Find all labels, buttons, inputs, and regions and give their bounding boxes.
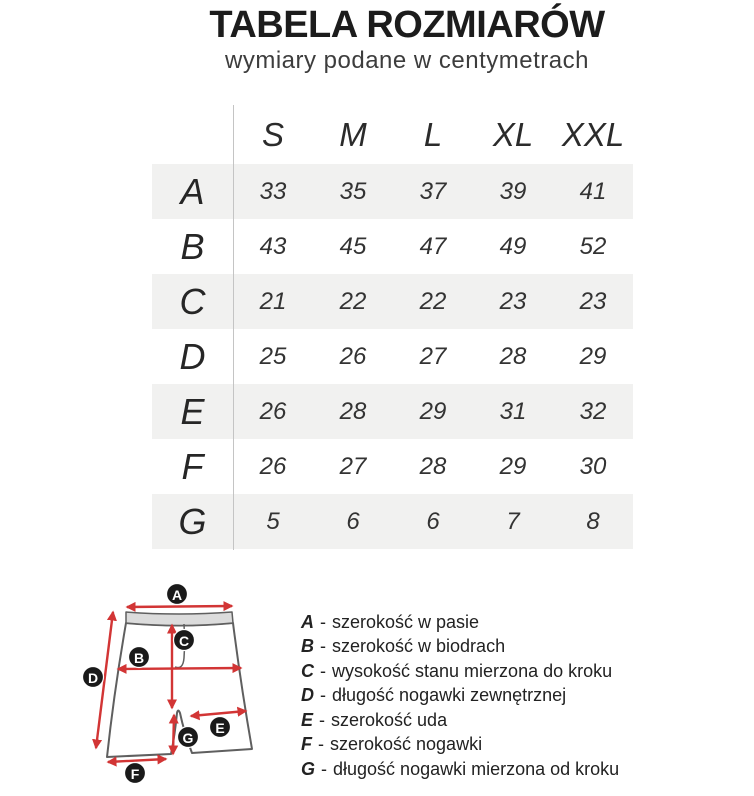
size-value: 6 <box>426 507 440 535</box>
size-value: 22 <box>339 287 367 315</box>
size-value: 45 <box>339 232 367 260</box>
size-value: 49 <box>499 232 527 260</box>
shorts-diagram <box>80 582 270 796</box>
size-table <box>152 105 633 549</box>
measurement-arrow-b <box>118 668 241 669</box>
size-value: 6 <box>346 507 360 535</box>
measurement-badge-g <box>178 727 199 748</box>
measurement-badge-f <box>125 763 146 784</box>
measurement-badge-c <box>174 630 195 651</box>
column-header-s: S <box>261 115 284 153</box>
legend-letter: G <box>301 758 316 779</box>
size-value: 25 <box>259 342 287 370</box>
size-value: 7 <box>506 507 520 535</box>
badge-letter: A <box>171 586 183 603</box>
legend-description: szerokość nogawki <box>330 734 483 755</box>
row-label: B <box>180 225 205 267</box>
measurement-badge-b <box>129 647 150 668</box>
size-value: 23 <box>579 287 607 315</box>
page-title: TABELA ROZMIARÓW <box>209 4 605 46</box>
legend-letter: C <box>301 660 314 681</box>
legend-item-e <box>301 708 741 733</box>
size-value: 33 <box>259 177 287 205</box>
size-value: 27 <box>339 452 367 480</box>
size-value: 28 <box>339 397 367 425</box>
legend-description: szerokość w biodrach <box>332 636 506 657</box>
size-value: 43 <box>259 232 287 260</box>
legend-item-g <box>301 757 741 782</box>
size-value: 31 <box>499 397 527 425</box>
size-value: 52 <box>579 232 607 260</box>
legend-item-a <box>301 610 741 635</box>
size-value: 41 <box>579 177 607 205</box>
row-label: C <box>179 280 206 322</box>
legend-letter: F <box>301 734 312 755</box>
badge-letter: F <box>130 765 140 782</box>
measurement-arrow-a <box>127 606 232 607</box>
row-label: E <box>180 390 205 432</box>
size-value: 30 <box>579 452 607 480</box>
badge-letter: D <box>87 669 99 686</box>
table-divider-line <box>233 105 234 550</box>
size-value: 29 <box>419 397 447 425</box>
table-row-b <box>152 219 633 274</box>
legend-separator: - <box>320 660 326 681</box>
size-value: 23 <box>499 287 527 315</box>
row-label: A <box>180 170 205 212</box>
page-header <box>0 6 754 75</box>
badge-letter: C <box>178 632 190 649</box>
legend-description: wysokość stanu mierzona do kroku <box>332 660 613 681</box>
table-row-g <box>152 494 633 549</box>
badge-letter: G <box>182 729 194 746</box>
size-value: 26 <box>339 342 367 370</box>
legend-separator: - <box>318 734 324 755</box>
column-header-m: M <box>339 115 367 153</box>
table-row-e <box>152 384 633 439</box>
size-value: 37 <box>419 177 447 205</box>
row-label: G <box>178 500 207 542</box>
badge-letter: B <box>133 649 145 666</box>
size-value: 35 <box>339 177 367 205</box>
legend-separator: - <box>320 685 326 706</box>
legend-item-d <box>301 684 741 709</box>
size-value: 8 <box>586 507 600 535</box>
measurement-badge-a <box>167 584 188 605</box>
legend-letter: D <box>301 685 314 706</box>
measurement-arrow-f <box>108 759 166 762</box>
legend-letter: E <box>301 709 314 730</box>
legend-letter: A <box>301 611 314 632</box>
table-row-f <box>152 439 633 494</box>
legend-description: długość nogawki mierzona od kroku <box>333 758 620 779</box>
row-label: F <box>181 445 204 487</box>
size-value: 47 <box>419 232 447 260</box>
measurement-badge-e <box>210 717 231 738</box>
size-value: 39 <box>499 177 527 205</box>
size-value: 29 <box>499 452 527 480</box>
size-value: 26 <box>259 397 287 425</box>
measurement-legend <box>301 610 741 782</box>
column-header-l: L <box>423 115 443 153</box>
table-row-d <box>152 329 633 384</box>
size-value: 26 <box>259 452 287 480</box>
legend-separator: - <box>320 636 326 657</box>
legend-separator: - <box>319 709 326 730</box>
legend-description: długość nogawki zewnętrznej <box>332 685 567 706</box>
page-subtitle: wymiary podane w centymetrach <box>225 46 589 74</box>
size-value: 29 <box>579 342 607 370</box>
column-header-xl: XL <box>492 115 534 153</box>
size-value: 27 <box>419 342 447 370</box>
size-value: 21 <box>259 287 287 315</box>
size-value: 32 <box>579 397 607 425</box>
table-row-c <box>152 274 633 329</box>
row-label: D <box>179 335 206 377</box>
legend-item-f <box>301 733 741 758</box>
legend-letter: B <box>301 636 314 657</box>
legend-description: szerokość w pasie <box>332 611 480 632</box>
legend-separator: - <box>321 758 328 779</box>
measurement-arrow-g <box>173 715 174 754</box>
measurement-badge-d <box>83 667 104 688</box>
size-value: 22 <box>419 287 447 315</box>
size-value: 28 <box>419 452 447 480</box>
table-row-a <box>152 164 633 219</box>
size-value: 5 <box>266 507 280 535</box>
legend-separator: - <box>320 611 326 632</box>
legend-item-c <box>301 659 741 684</box>
badge-letter: E <box>215 719 225 736</box>
legend-description: szerokość uda <box>331 709 448 730</box>
size-value: 28 <box>499 342 527 370</box>
legend-item-b <box>301 635 741 660</box>
shorts-waistband <box>126 612 233 626</box>
corner-cell <box>152 105 233 164</box>
column-header-xxl: XXL <box>561 115 625 153</box>
size-table-header-row <box>152 105 633 164</box>
